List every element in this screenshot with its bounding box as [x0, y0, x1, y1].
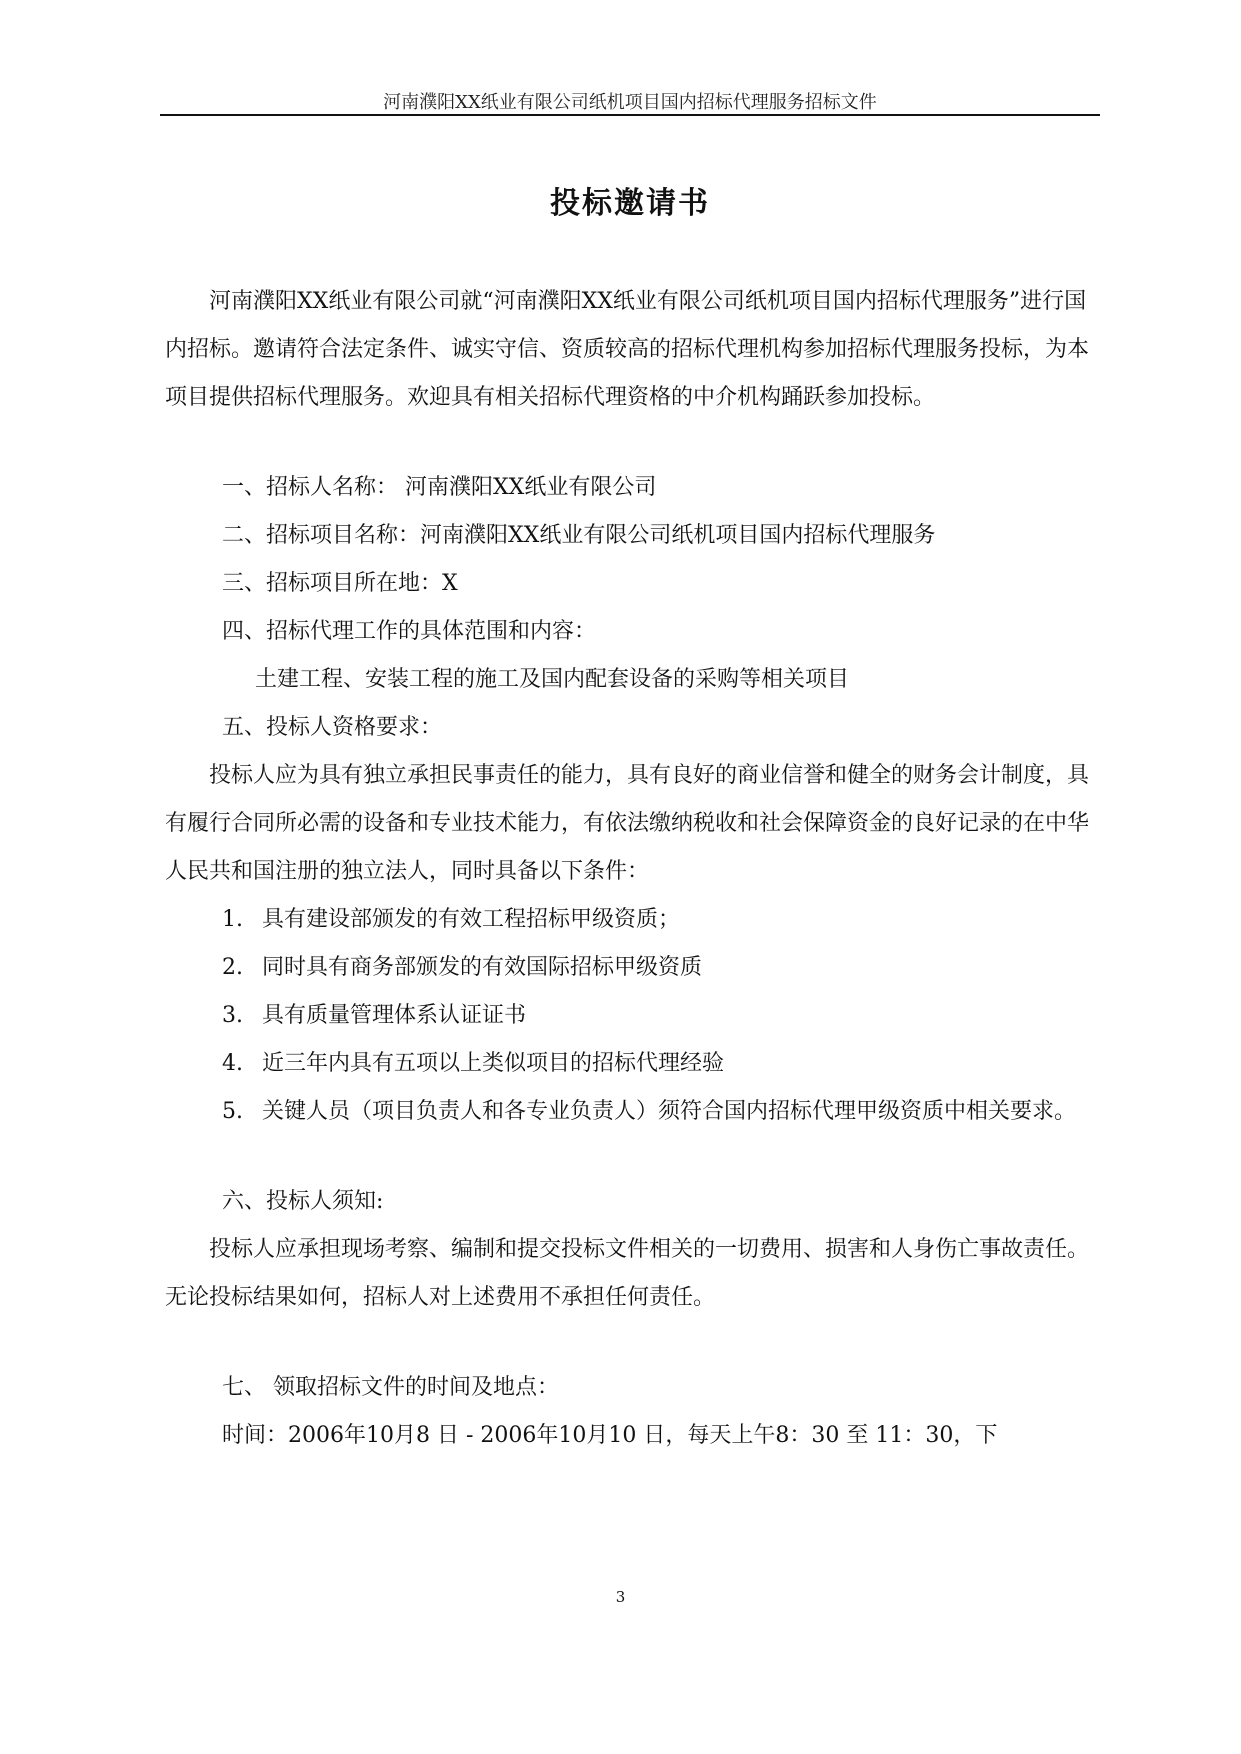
section-notice-heading: 六、投标人须知:	[222, 1189, 384, 1214]
list-item	[165, 1088, 1100, 1136]
list-item-number: 1.	[222, 907, 243, 932]
running-header: 河南濮阳XX纸业有限公司纸机项目国内招标代理服务招标文件	[383, 92, 877, 113]
list-item	[165, 944, 1100, 992]
section-pickup-heading: 七、 领取招标文件的时间及地点：	[222, 1375, 559, 1400]
list-item-text: 关键人员（项目负责人和各专业负责人）须符合国内招标代理甲级资质中相关要求。	[262, 1099, 1077, 1124]
section-project-location: 三、招标项目所在地：X	[222, 571, 458, 596]
spacer	[165, 422, 1100, 464]
section-qualification-body: 投标人应为具有独立承担民事责任的能力，具有良好的商业信誉和健全的财务会计制度，具有履行合同所必需的设备和专业技术能力，有依法缴纳税收和社会保障资金的良好记录的在中华人民共和国注册的独立法人，同时具备以下条件：	[165, 763, 1090, 884]
section-notice-body: 投标人应承担现场考察、编制和提交投标文件相关的一切费用、损害和人身伤亡事故责任。无论投标结果如何，招标人对上述费用不承担任何责任。	[165, 1237, 1090, 1310]
section-scope-heading: 四、招标代理工作的具体范围和内容：	[222, 619, 597, 644]
list-item	[165, 1040, 1100, 1088]
intro-paragraph: 河南濮阳XX纸业有限公司就“河南濮阳XX纸业有限公司纸机项目国内招标代理服务”进行国内招标。邀请符合法定条件、诚实守信、资质较高的招标代理机构参加招标代理服务投标，为本项目提供招标代理服务。欢迎具有相关招标代理资格的中介机构踊跃参加投标。	[165, 289, 1090, 410]
spacer	[165, 1322, 1100, 1364]
spacer	[165, 1136, 1100, 1178]
list-item	[165, 896, 1100, 944]
list-item-text: 具有质量管理体系认证证书	[262, 1003, 527, 1028]
list-item-text: 同时具有商务部颁发的有效国际招标甲级资质	[262, 955, 703, 980]
document-title: 投标邀请书	[550, 186, 710, 221]
document-body	[165, 278, 1100, 1460]
page-number: 3	[615, 1588, 626, 1606]
list-item-number: 4.	[222, 1051, 243, 1076]
section-scope-body: 土建工程、安装工程的施工及国内配套设备的采购等相关项目	[255, 667, 850, 692]
list-item-number: 2.	[222, 955, 243, 980]
section-bidder-name: 一、招标人名称： 河南濮阳XX纸业有限公司	[222, 475, 657, 500]
list-item-number: 5.	[222, 1099, 243, 1124]
section-pickup-time: 时间：2006年10月8 日 - 2006年10月10 日，每天上午8：30 至 11：30，下	[222, 1423, 998, 1448]
list-item-text: 具有建设部颁发的有效工程招标甲级资质；	[262, 907, 681, 932]
list-item-number: 3.	[222, 1003, 243, 1028]
section-qualification-heading: 五、投标人资格要求：	[222, 715, 443, 740]
list-item-text: 近三年内具有五项以上类似项目的招标代理经验	[262, 1051, 725, 1076]
section-project-name: 二、招标项目名称：河南濮阳XX纸业有限公司纸机项目国内招标代理服务	[222, 523, 936, 548]
list-item	[165, 992, 1100, 1040]
header-divider	[160, 114, 1100, 116]
